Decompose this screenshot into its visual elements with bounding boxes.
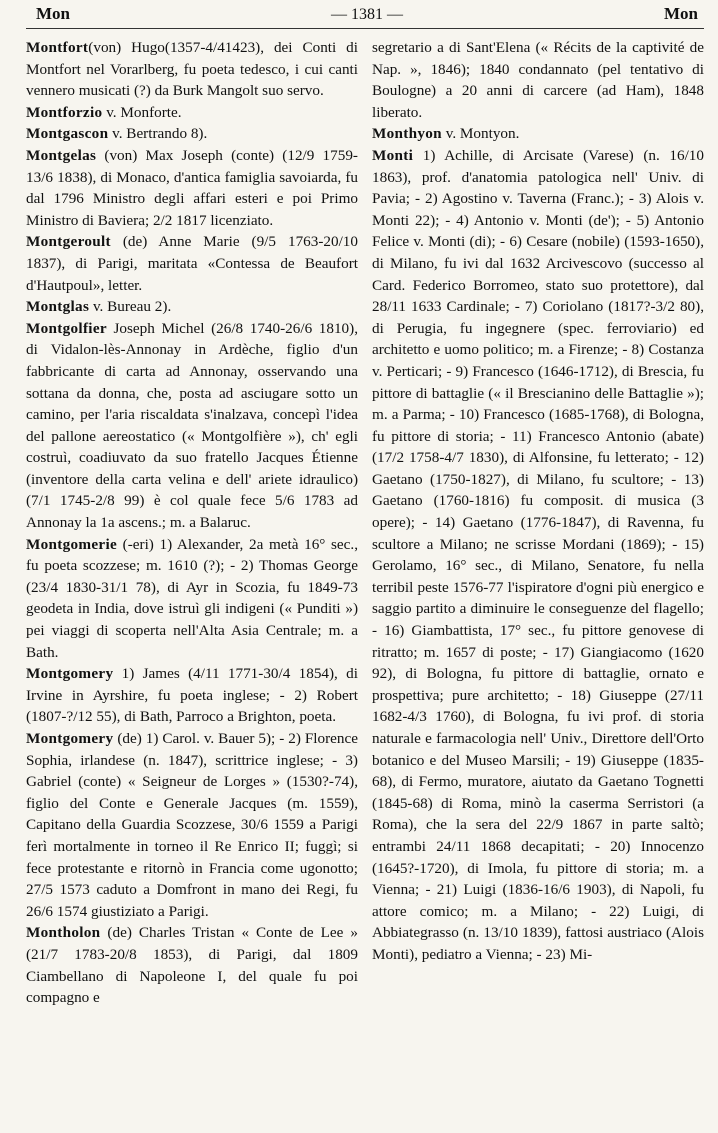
entry xyxy=(26,922,358,1008)
right-column xyxy=(372,37,704,1009)
entry xyxy=(26,123,358,145)
entry-text: 1) James (4/11 1771-30/4 1854), di Irvine in Ayrshire, fu poeta inglese; - 2) Robert (1807-?/12 55), di Bath, Parroco a Brighton, poeta. xyxy=(26,665,358,726)
running-head-right: Mon xyxy=(664,4,698,23)
headword: Montgomerie xyxy=(26,535,118,553)
left-column xyxy=(26,37,358,1009)
page-number: — 1381 — xyxy=(331,6,403,23)
entry-text: (de) 1) Carol. v. Bauer 5); - 2) Florence Sophia, irlandese (n. 1847), scrittrice inglese; - 3) Gabriel (conte) « Seigneur de Lorges » (1530?-74), figlio del Conte e Generale Jacques (m. 1559), Capitano della Guardia Scozzese, 30/6 1559 a Parigi ferì mortalmente in torneo il Re Enrico II; fuggì; si fece protestante e ritornò in Francia come ugonotto; 27/5 1573 caduto a Domfront in mano dei Regi, fu 26/6 1574 giustiziato a Parigi. xyxy=(26,730,358,920)
entry xyxy=(26,728,358,922)
entry-text: segretario a di Sant'Elena (« Récits de la captivité de Nap. », 1846); 1840 condannato (pel tentativo di Boulogne) a 20 anni di carcere (ad Ham), 1848 liberato. xyxy=(372,39,704,121)
entry-text: v. Monforte. xyxy=(102,103,182,121)
two-column-body xyxy=(26,37,704,1009)
entry xyxy=(26,102,358,124)
headword: Montgeroult xyxy=(26,233,111,251)
headword: Montglas xyxy=(26,298,90,316)
headword: Montforzio xyxy=(26,103,103,121)
entry-text: v. Bureau 2). xyxy=(89,298,172,316)
entry xyxy=(26,318,358,534)
entry-text: (-eri) 1) Alexander, 2a metà 16° sec., fu poeta scozzese; m. 1610 (?); - 2) Thomas George (23/4 1830-31/1 78), di Ayr in Scozia, fu 1849-73 geodeta in India, dove istruì gli indigeni (« Punditi ») pei viaggi di scoperta nell'Alta Asia Centrale; m. a Bath. xyxy=(26,535,358,661)
entry xyxy=(26,37,358,102)
headword: Montgomery xyxy=(26,665,114,683)
entry-text: (de) Charles Tristan « Conte de Lee » (21/7 1783-20/8 1853), di Parigi, dal 1809 Ciambellano di Napoleone I, del quale fu poi compagno e xyxy=(26,924,358,1007)
entry xyxy=(26,231,358,296)
running-head-left: Mon xyxy=(36,4,70,23)
entry-text: v. Bertrando 8). xyxy=(108,125,208,143)
entry-text: Joseph Michel (26/8 1740-26/6 1810), di Vidalon-lès-Annonay in Ardèche, figlio d'un fabbricante di carta ad Annonay, osservando una sottana da donna, che, posta ad asciugare sotto un camino, per l'aria riscaldata s'inalzava, concepì l'idea del pallone aereostatico (« Montgolfière »), ch' egli costruì, coadiuvato da suo fratello Jacques Étienne (inventore della carta velina e dell' ariete idraulico) (7/1 1745-2/8 99) è col quale fece 5/6 1783 ad Annonay la 1a ascens.; m. a Balaruc. xyxy=(26,319,358,532)
headword: Montgolfier xyxy=(26,319,107,337)
entry xyxy=(26,663,358,728)
entry-text: (von) Max Joseph (conte) (12/9 1759-13/6 1838), di Monaco, d'antica famiglia savoiarda, fu dal 1796 Ministro degli affari esteri e poi Primo Ministro di Baviera; 2/2 1817 licenziato. xyxy=(26,146,358,229)
entry xyxy=(26,296,358,318)
entry-text: v. Montyon. xyxy=(441,125,520,143)
headword: Monthyon xyxy=(372,125,442,143)
entry-continuation xyxy=(372,37,704,123)
entry xyxy=(26,534,358,664)
headword: Montfort xyxy=(26,39,89,56)
headword: Montgomery xyxy=(26,730,114,747)
entry-text: (von) Hugo(1357-4/41423), dei Conti di Montfort nel Vorarlberg, fu poeta tedesco, i cui canti vennero musicati (?) da Burk Mangolt suo servo. xyxy=(26,39,358,100)
entry-text: 1) Achille, di Arcisate (Varese) (n. 16/10 1863), prof. d'anatomia patologica nell' Univ. di Pavia; - 2) Agostino v. Taverna (Franc.); - 3) Alois v. Monti 22); - 4) Antonio v. Monti (de'); - 5) Antonio Felice v. Monti (di); - 6) Cesare (nobile) (1593-1650), di Milano, fu ivi dal 1632 Arcivescovo (successo al Card. Federico Borromeo, stato suo protettore), dal 28/11 1633 Cardinale; - 7) Coriolano (1817?-3/2 80), di Perugia, fu ingegnere (spec. ferroviario) ed architetto e uomo politico; m. a Firenze; - 8) Costanza v. Perticari; - 9) Francesco (1646-1712), di Brescia, fu pittore di battaglie (« il Brescianino delle Battaglie »); m. a Parma; - 10) Francesco (1685-1768), di Bologna, fu pittore di storia; - 11) Francesco Antonio (abate) (17/2 1758-4/7 1830), di Alfonsine, fu letterato; - 12) Gaetano (1750-1827), di Milano, fu scultore; - 13) Gaetano (1760-1816) fu composit. di musica (3 opere); - 14) Gaetano (1776-1847), di Ravenna, fu scultore a Milano; ne scrisse Mordani (1869); - 15) Gerolamo, 16° sec., di Milano, Senatore, fu nella terribil peste 1576-77 l'ispiratore d'ogni più energico e saggio partito a diminuire le conseguenze del flagello; - 16) Giambattista, 17° sec., fu pittore genovese di ritratto; m. 1657 di poste; - 17) Giangiacomo (1620 92), di Bologna, fu pittore di battaglie, ornato e prospettiva; pure architetto; - 18) Giuseppe (27/11 1682-4/3 1760), di Bologna, fu ivi prof. di storia naturale e farmacologia nell' Univ., Direttore dell'Orto botanico e del Museo Marsili; - 19) Giuseppe (1835-68), di Fermo, muratore, aiutato da Gaetano Tognetti (1845-68) di Roma, minò la caserma Serristori (a Roma), che la sera del 22/9 1867 in parte saltò; entrambi 24/11 1868 decapitati; - 20) Innocenzo (1645?-1720), di Imola, fu pittore di storia; m. a Vienna; - 21) Luigi (1836-16/6 1903), di Napoli, fu attore comico; m. a Milano; - 22) Luigi, di Abbiategrasso (n. 13/10 1839), fattosi austriaco (Alois Monti), pediatro a Vienna; - 23) Mi- xyxy=(372,146,704,963)
headword: Montholon xyxy=(26,924,101,942)
entry xyxy=(26,145,358,231)
headword: Montgascon xyxy=(26,125,109,143)
running-head xyxy=(26,4,704,29)
entry xyxy=(372,123,704,145)
headword: Monti xyxy=(372,146,414,164)
entry-text: (de) Anne Marie (9/5 1763-20/10 1837), di Parigi, maritata «Contessa de Beaufort d'Hautpoul», letter. xyxy=(26,233,358,294)
entry xyxy=(372,145,704,966)
headword: Montgelas xyxy=(26,146,97,164)
